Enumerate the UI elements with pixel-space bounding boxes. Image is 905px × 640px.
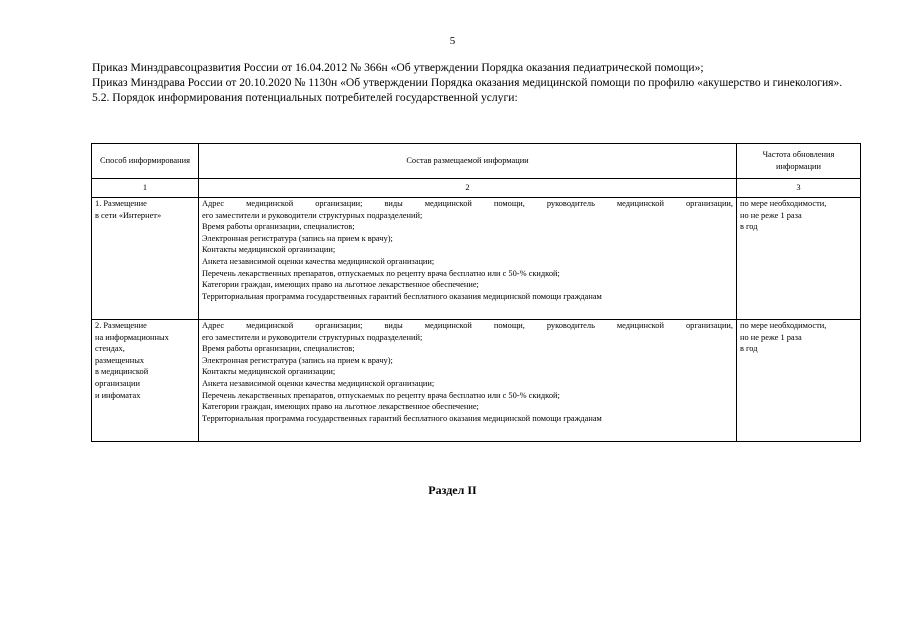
content-line: Время работы организации, специалистов; (202, 344, 355, 354)
content-line: Территориальная программа государственных гарантий бесплатного оказания медицинской помощи гражданам (202, 291, 602, 301)
section-title: Раздел II (428, 483, 477, 497)
column-number-3: 3 (737, 179, 861, 198)
content-cell (199, 198, 737, 320)
content-line: Анкета независимой оценки качества медицинской организации; (202, 378, 435, 388)
paragraph-order-366n: Приказ Минздравсоцразвития России от 16.04.2012 № 366н «Об утверждении Порядка оказания педиатрической помощи»; (92, 61, 704, 74)
header-frequency: Частота обновления информации (737, 144, 861, 179)
content-line: его заместители и руководители структурных подразделений; (202, 332, 423, 342)
method-line: в сети «Интернет» (95, 210, 162, 220)
frequency-cell (737, 198, 861, 320)
method-line: 1. Размещение (95, 199, 147, 208)
content-line: Анкета независимой оценки качества медицинской организации; (202, 256, 435, 266)
content-line: Контакты медицинской организации; (202, 367, 336, 377)
method-cell (92, 320, 199, 442)
method-cell (92, 198, 199, 320)
body-text (92, 60, 860, 105)
content-line: Перечень лекарственных препаратов, отпускаемых по рецепту врача бесплатно или с 50-% скидкой; (202, 390, 560, 400)
frequency-line: в год (740, 222, 758, 232)
content-line: Адрес медицинской организации; виды медицинской помощи, руководитель медицинской организации, (202, 321, 733, 330)
column-number-2: 2 (199, 179, 737, 198)
table-number-row (92, 179, 861, 198)
frequency-line: но не реже 1 раза (740, 332, 802, 342)
content-cell (199, 320, 737, 442)
content-line: Категории граждан, имеющих право на льготное лекарственное обеспечение; (202, 280, 479, 290)
information-table (91, 143, 861, 442)
method-line: размещенных (95, 355, 145, 365)
column-number-1: 1 (92, 179, 199, 198)
content-line: Перечень лекарственных препаратов, отпускаемых по рецепту врача бесплатно или с 50-% скидкой; (202, 268, 560, 278)
frequency-line: но не реже 1 раза (740, 210, 802, 220)
header-content: Состав размещаемой информации (199, 144, 737, 179)
content-line: Время работы организации, специалистов; (202, 222, 355, 232)
method-line: и инфоматах (95, 390, 141, 400)
frequency-line: по мере необходимости, (740, 199, 827, 208)
table-header-row (92, 144, 861, 179)
frequency-line: по мере необходимости, (740, 321, 827, 330)
table-row (92, 198, 861, 320)
paragraph-section-5-2: 5.2. Порядок информирования потенциальных потребителей государственной услуги: (92, 91, 518, 104)
method-line: на информационных (95, 332, 169, 342)
method-line: в медицинской (95, 367, 149, 377)
header-method: Способ информирования (92, 144, 199, 179)
content-line: Категории граждан, имеющих право на льготное лекарственное обеспечение; (202, 402, 479, 412)
method-line: стендах, (95, 344, 125, 354)
paragraph-order-1130n: Приказ Минздрава России от 20.10.2020 № 1130н «Об утверждении Порядка оказания медицинской помощи по профилю «акушерство и гинекология». (92, 76, 843, 89)
content-line: Территориальная программа государственных гарантий бесплатного оказания медицинской помощи гражданам (202, 413, 602, 423)
content-line: Электронная регистратура (запись на прием к врачу); (202, 355, 393, 365)
method-line: 2. Размещение (95, 321, 147, 330)
page-number: 5 (449, 35, 456, 47)
content-line: Электронная регистратура (запись на прием к врачу); (202, 233, 393, 243)
table-row (92, 320, 861, 442)
method-line: организации (95, 378, 140, 388)
content-line: Адрес медицинской организации; виды медицинской помощи, руководитель медицинской организации, (202, 199, 733, 208)
content-line: Контакты медицинской организации; (202, 245, 336, 255)
frequency-line: в год (740, 344, 758, 354)
content-line: его заместители и руководители структурных подразделений; (202, 210, 423, 220)
frequency-cell (737, 320, 861, 442)
